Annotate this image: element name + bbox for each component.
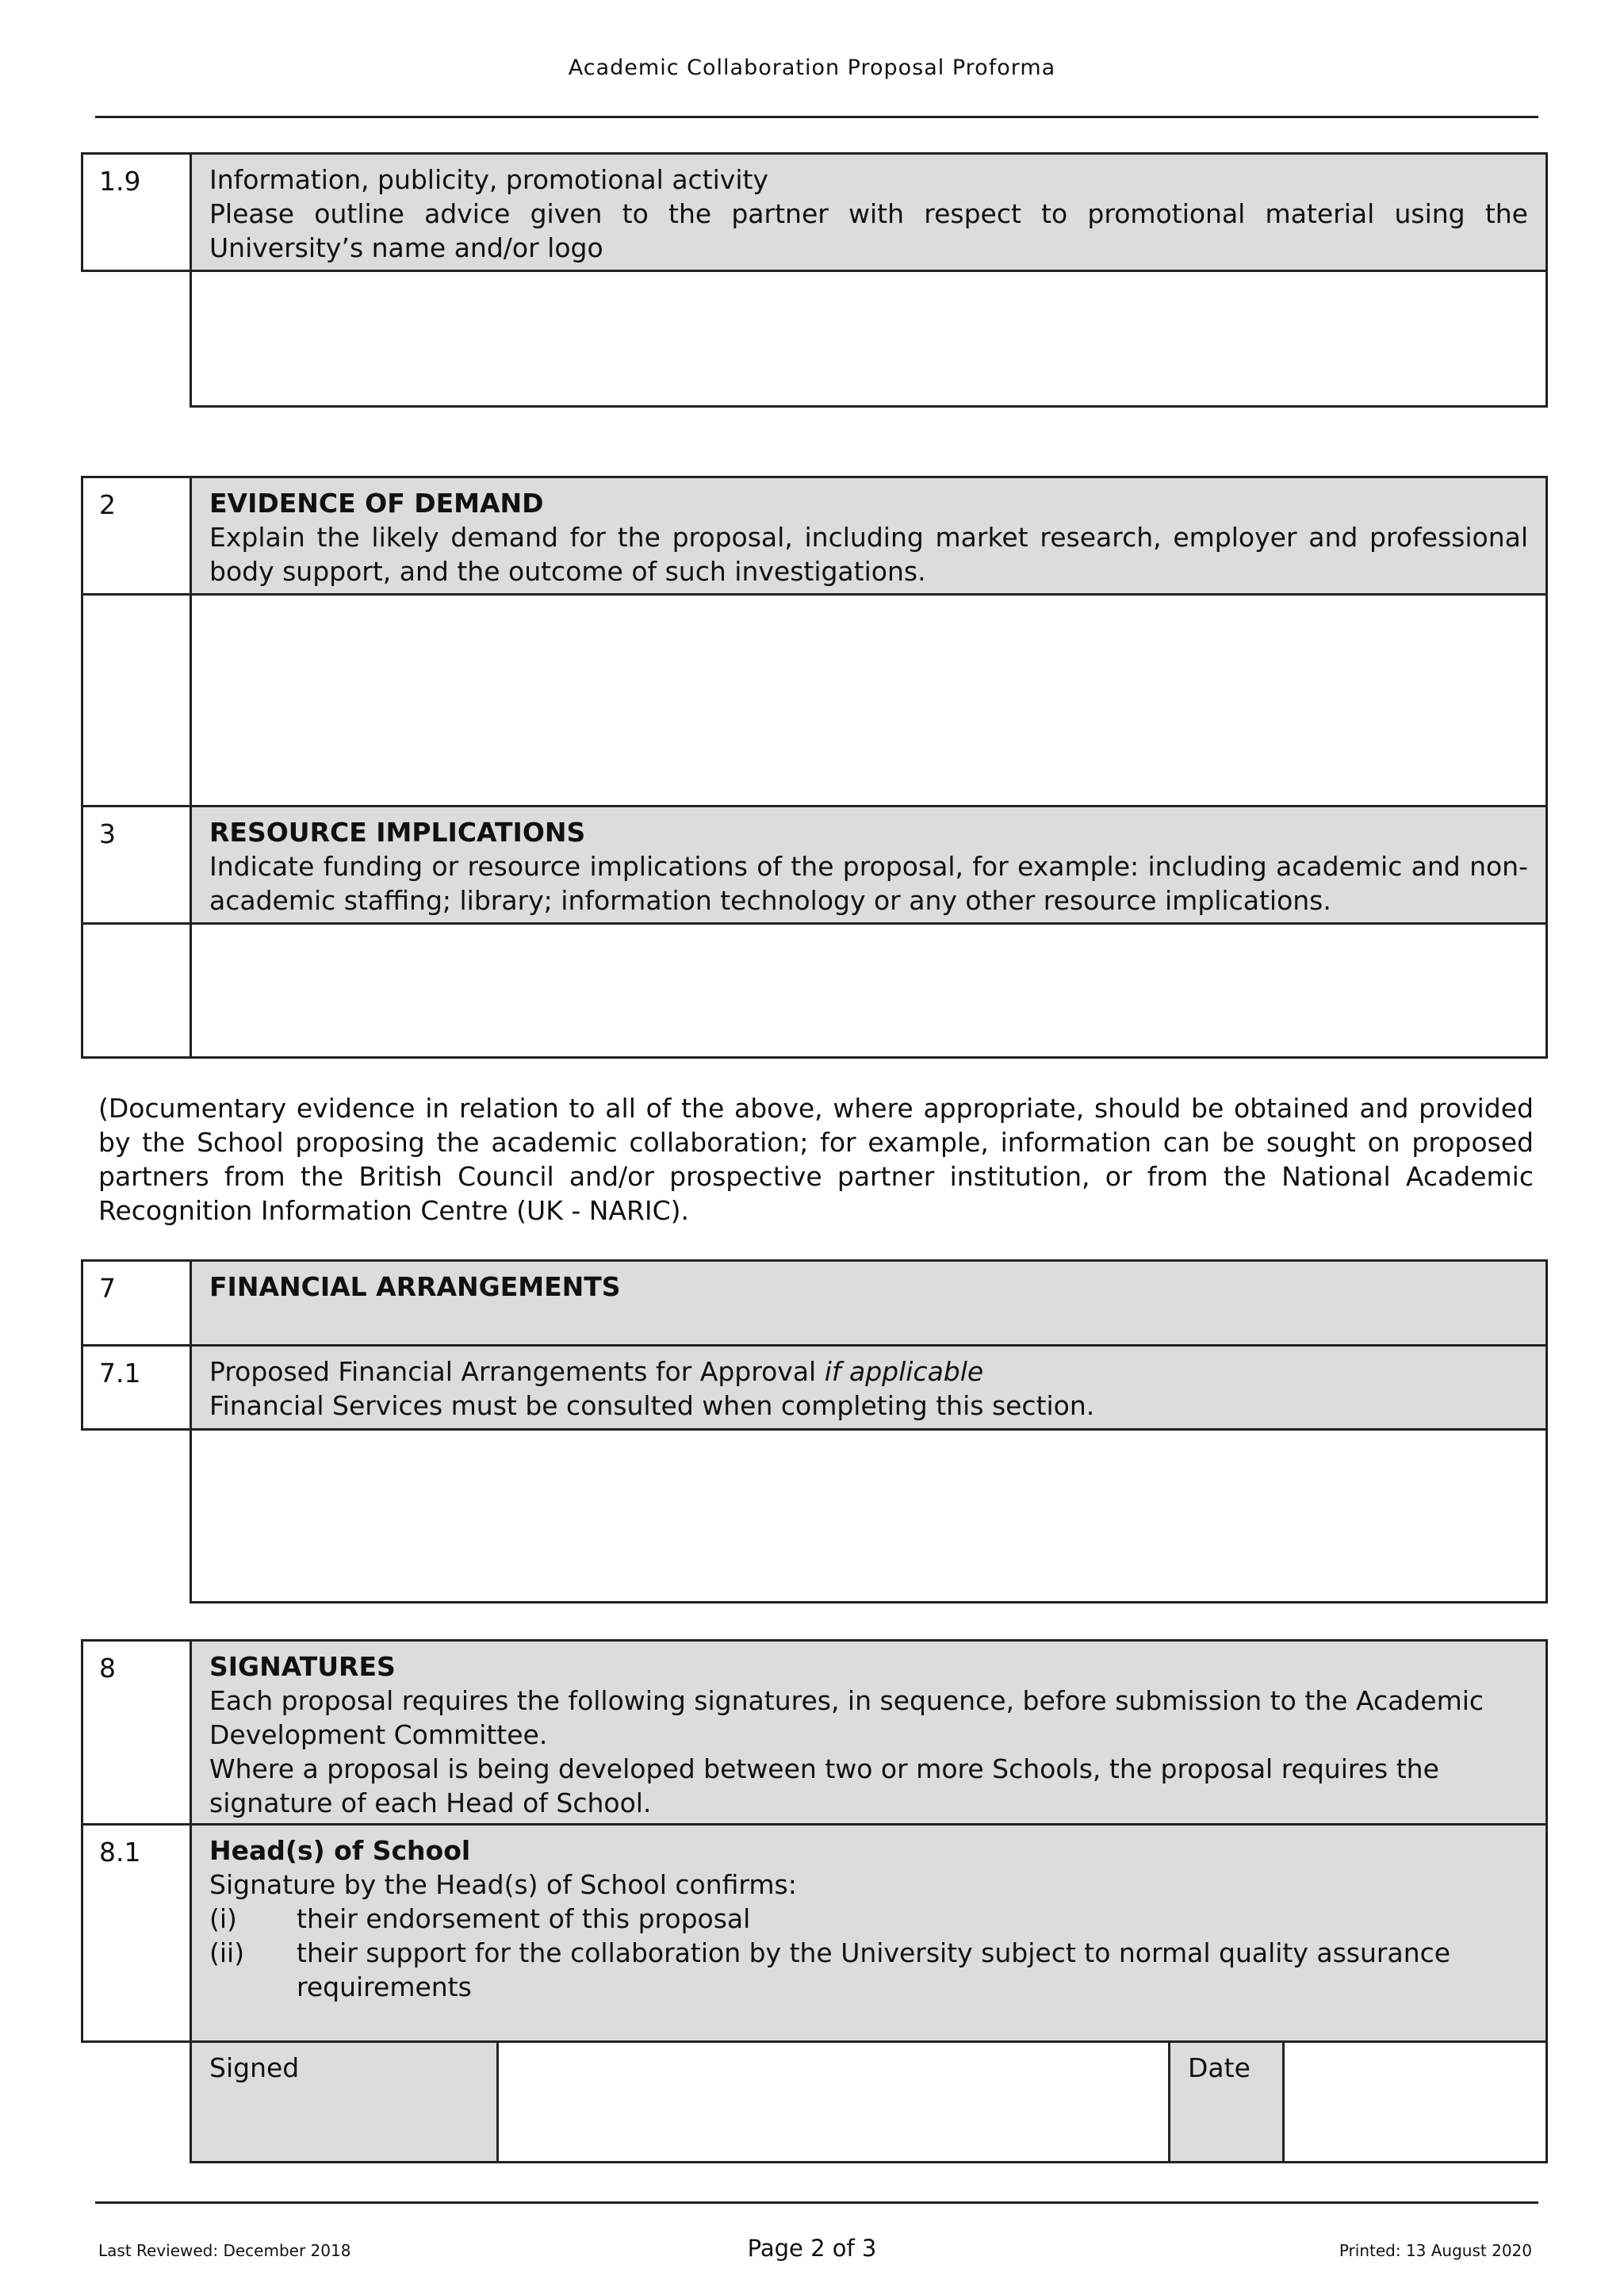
- section-7-title: FINANCIAL ARRANGEMENTS: [190, 1259, 1548, 1347]
- section-2-number-spacer: [81, 593, 192, 807]
- section-2-description: Explain the likely demand for the proposal, including market research, employer and professional body support, and the outcome of such investigations.: [209, 522, 1528, 587]
- document-header-title: Academic Collaboration Proposal Proforma: [568, 56, 1056, 80]
- section-number-7: 7: [81, 1259, 192, 1347]
- section-2-heading: [190, 476, 1548, 596]
- date-field[interactable]: [1282, 2040, 1548, 2163]
- section-number-8: 8: [81, 1639, 192, 1826]
- section-1-9-description: Please outline advice given to the partner with respect to promotional material using the University’s name and/or logo: [209, 198, 1528, 263]
- section-1-9-answer-box[interactable]: [190, 270, 1548, 408]
- list-item: [209, 1936, 1528, 2004]
- section-7-1-answer-box[interactable]: [190, 1428, 1548, 1603]
- list-item: [209, 1902, 1528, 1936]
- section-3-title: RESOURCE IMPLICATIONS: [209, 817, 586, 848]
- section-1-9-heading: [190, 152, 1548, 272]
- section-number-3: 3: [81, 805, 192, 925]
- section-8-description-2: Where a proposal is being developed between two or more Schools, the proposal requires the signature of each Head of School.: [209, 1753, 1439, 1818]
- section-3-heading: [190, 805, 1548, 925]
- section-7-1-line1: [209, 1354, 1528, 1389]
- section-1-9-title: Information, publicity, promotional activity: [209, 164, 768, 195]
- section-8-heading: [190, 1639, 1548, 1826]
- list-marker: (ii): [209, 1937, 245, 1968]
- documentary-evidence-note: (Documentary evidence in relation to all of the above, where appropriate, should be obtained and provided by the School proposing the academic collaboration; for example, information can be sought on proposed partners from the British Council and/or prospective partner institution, or from the National Academic Recognition Information Centre (UK - NARIC).: [98, 1093, 1534, 1226]
- section-3-answer-box[interactable]: [190, 922, 1548, 1059]
- section-7-1-heading: [190, 1344, 1548, 1431]
- section-number-2: 2: [81, 476, 192, 596]
- list-marker: (i): [209, 1903, 237, 1934]
- list-text: their support for the collaboration by the University subject to normal quality assurance requirements: [297, 1937, 1451, 2002]
- footer-last-reviewed: Last Reviewed: December 2018: [98, 2241, 351, 2260]
- signed-label-cell: Signed: [190, 2040, 499, 2163]
- signature-field[interactable]: [496, 2040, 1170, 2163]
- list-text: their endorsement of this proposal: [297, 1903, 751, 1934]
- section-8-1-heading: [190, 1823, 1548, 2043]
- section-2-title: EVIDENCE OF DEMAND: [209, 488, 544, 519]
- section-8-title: SIGNATURES: [209, 1651, 396, 1682]
- section-8-1-title: Head(s) of School: [209, 1835, 471, 1866]
- footer-printed-date: Printed: 13 August 2020: [1339, 2241, 1532, 2260]
- date-label-cell: Date: [1168, 2040, 1285, 2163]
- footer-rule: [95, 2201, 1538, 2204]
- section-3-number-spacer: [81, 922, 192, 1059]
- section-7-1-title: Proposed Financial Arrangements for Approval: [209, 1356, 825, 1387]
- section-8-1-description: Signature by the Head(s) of School confirms:: [209, 1869, 797, 1900]
- section-2-answer-box[interactable]: [190, 593, 1548, 807]
- section-8-description-1: Each proposal requires the following signatures, in sequence, before submission to the Academic Development Committee.: [209, 1685, 1484, 1750]
- section-number-7-1: 7.1: [81, 1344, 192, 1431]
- section-number-8-1: 8.1: [81, 1823, 192, 2043]
- section-7-1-line2: Financial Services must be consulted when completing this section.: [209, 1390, 1095, 1421]
- section-number-1-9: 1.9: [81, 152, 192, 272]
- header-rule: [95, 116, 1538, 118]
- section-7-1-qualifier: if applicable: [824, 1356, 984, 1387]
- footer-page-number: Page 2 of 3: [747, 2235, 877, 2262]
- section-3-description: Indicate funding or resource implications of the proposal, for example: including academic and non-academic staffing; library; information technology or any other resource implications.: [209, 851, 1528, 916]
